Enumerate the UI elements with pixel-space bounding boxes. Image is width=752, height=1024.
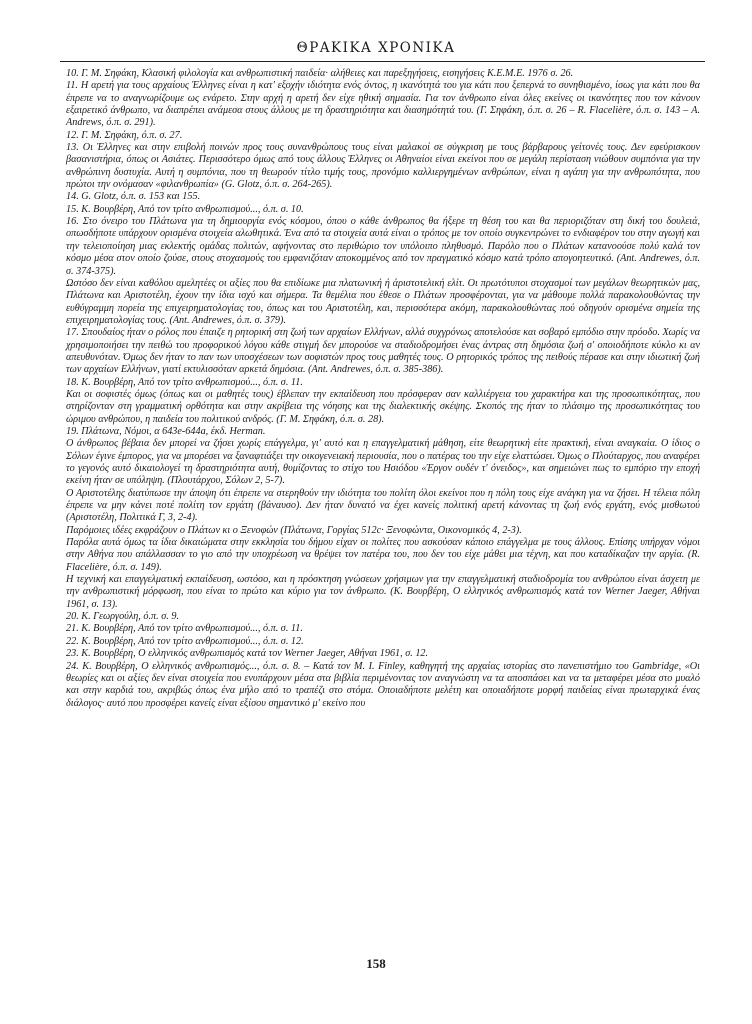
note: 13. Οι Έλληνες και στην επιβολή ποινών προς τους συνανθρώπους τους είναι μαλακοί σε σύγκριση με τους βάρβαρους γείτονές τους. Δεν εφεύρισκουν βασανιστήρια, όπως οι Ασιάτες. Περισσότερο όμως από τους άλλους Έλληνες οι Αθηναίοι είναι εκείνοι που σε μεγάλη περίσταση νιώθουν συμπόνια για την ανθρώπινη δυστυχία. Αυτή η συμπόνια, που τη θεωρούν τίτλο τιμής τους, προνόμιο καλλιεργημένων ανθρώπων, είναι η αγάπη για την ανθρωπότητα, που πρώτοι την ονόμασαν «φιλανθρωπία» (G. Glotz, ό.π. σ. 264-265).: [66, 142, 700, 191]
note: 15. Κ. Βουρβέρη, Από τον τρίτο ανθρωπισμού..., ό.π. σ. 10.: [66, 203, 304, 215]
note: 14. G. Glotz, ό.π. σ. 153 και 155.: [66, 191, 201, 203]
note: 23. Κ. Βουρβέρη, Ο ελληνικός ανθρωπισμός κατά τον Werner Jaeger, Αθήναι 1961, σ. 12.: [66, 648, 429, 660]
note: Παρόμοιες ιδέες εκφράζουν ο Πλάτων κι ο Ξενοφών (Πλάτωνα, Γοργίας 512c· Ξενοφώντα, Οικονομικός 4, 2-3).: [66, 524, 522, 536]
note: 10. Γ. Μ. Σηφάκη, Κλασική φιλολογία και ανθρωπιστική παιδεία· αλήθειες και παρεξηγήσεις, εισηγήσεις Κ.Ε.Μ.Ε. 1976 σ. 26.: [66, 68, 574, 79]
note: 22. Κ. Βουρβέρη, Από τον τρίτο ανθρωπισμού..., ό.π. σ. 12.: [66, 635, 304, 647]
note: Παρόλα αυτά όμως τα ίδια δικαιώματα στην εκκλησία του δήμου είχαν οι πολίτες που ασκούσαν κάποιο επάγγελμα με τους άλλους. Επίσης υπήρχαν νόμοι στην Αθήνα που απάλλασσαν το γιο από την υποχρέωση να θρέψει τον πατέρα του, που δεν του είχε μάθει μια τέχνη, και που καταδίκαζαν την αργία. (R. Flacelière, ό.π. σ. 149).: [66, 537, 700, 573]
note: 17. Σπουδαίος ήταν ο ρόλος που έπαιζε η ρητορική στη ζωή των αρχαίων Ελλήνων, αλλά συχγρόνως αποτελούσε και σοβαρό εμπόδιο στην πρόοδο. Χωρίς να χρησιμοποιήσει την πειθώ του προφορικού λόγου κάθε στιγμή δεν μπορούσε να σταδιοδρομήσει ένας άντρας στη δημόσια ζωή σ' οποιοδήποτε κύκλο κι αν απευθυνόταν. Όμως δεν ήταν το παν των υποσχέσεων των σοφιστών προς τους μαθητές τους. Ο ρητορικός τρόπος της πειθούς πέρασε και στην ιδιωτική ζωή των αρχαίων Ελλήνων, γιατί εκτυλισσόταν αρκετά δημόσια. (Ant. Andrewes, ό.π. σ. 385-386).: [66, 327, 700, 376]
note: 16. Στο όνειρο του Πλάτωνα για τη δημιουργία ενός κόσμου, όπου ο κάθε άνθρωπος θα ήξερε τη θέση του και θα περιοριζόταν στη δική του δουλειά, οπωσδήποτε υπάρχουν ορισμένα στοιχεία αλωθητικά. Ένα από τα στοιχεία αυτά είναι ο τρόπος με τον οποίο συγκεντρώνει το ενδιαφέρον του στην αγωγή και την τελειοποίηση μιας εκλεκτής ομάδας πολιτών, αφήνοντας στο περιθώριο τον υπόλοιπο πληθυσμό. Παρόλο που ο Πλάτων κατανοούσε πολύ καλά τον κόσμο μέσα στον οποίο ζούσε, στους στοχασμούς του εμφανιζόταν αποκομμένος από τον πραγματικό κόσμο κατά τρόπο απογοητευτικό. (Ant. Andrewes, ό.π. σ. 374-375).: [66, 216, 700, 277]
note: 11. Η αρετή για τους αρχαίους Έλληνες είναι η κατ' εξοχήν ιδιότητα ενός όντος, η ικανότητά του για κάτι που ξεπερνά το συνηθισμένο, ίσως για κάτι που θα έπρεπε να το αναγνωρίζουμε ως ενάρετο. Στην αρχή η αρετή δεν είχε ηθική σημασία. Για τον άνθρωπο είναι όλες εκείνες οι ικανότητες που τον κάνουν εξαιρετικό άνθρωπο, να διαπρέπει ανάμεσα στους άλλους με τη δραστηριότητα και διασημότητά του. (Γ. Σηφάκη, ό.π. σ. 26 – R. Flacelière, ό.π. σ. 143 – A. Andrews, ό.π. σ. 291).: [66, 80, 700, 129]
note: 18. Κ. Βουρβέρη, Από τον τρίτο ανθρωπισμού..., ό.π. σ. 11.: [66, 376, 303, 388]
header-rule: [60, 61, 705, 62]
note: 24. Κ. Βουρβέρη, Ο ελληνικός ανθρωπισμός..., ό.π. σ. 8. – Κατά τον M. I. Finley, καθηγητή της αρχαίας ιστορίας στο πανεπιστήμιο του Gambridge, «Οι θεωρίες και οι αξίες δεν είναι στοιχεία που ενυπάρχουν μέσα στα βιβλία περιμένοντας τον αναγνώστη να τα αποσπάσει και να τα μεταφέρει μέσα στο μυαλό και στην καρδιά του, ακριβώς όπως ένα μήλο από το τραπέζι στο στόμα. Οποιαδήποτε μελέτη και οποιαδήποτε μορφή παιδείας είναι πρωταρχικά ένας διάλογος· αυτό που προσφέρει κανείς είναι εξίσου σημαντικό μ' εκείνο που: [66, 660, 700, 709]
note: 20. Κ. Γεωργούλη, ό.π. σ. 9.: [66, 611, 180, 623]
page-number: 158: [366, 956, 386, 971]
note: Και οι σοφιστές όμως (όπως και οι μαθητές τους) έβλεπαν την εκπαίδευση που πρόσφεραν σαν καλλιέργεια του χαρακτήρα και της προσωπικότητας, που στηρίζονταν στη γραμματική ορθότητα και στην ακρίβεια της νόησης και της διαλεκτικής σκέψης. Σκοπός της ήταν το πλάσιμο της προσωπικότητας του ώριμου ανθρώπου, η παιδεία του πολιτικού ανδρός. (Γ. Μ. Σηφάκη, ό.π. σ. 28).: [66, 388, 700, 425]
note: 21. Κ. Βουρβέρη, Από τον τρίτο ανθρωπισμού..., ό.π. σ. 11.: [66, 623, 303, 635]
note: Ο άνθρωπος βέβαια δεν μπορεί να ζήσει χωρίς επάγγελμα, γι' αυτό και η επαγγελματική μάθηση, είτε θεωρητική είτε πρακτική, είναι αναγκαία. Ο ίδιος ο Σόλων έγινε έμπορος, για να μπορέσει να ξαναφτιάξει την οικογενειακή περιουσία, που ο πατέρας του την είχε ελαττώσει. Όμως ο Πλούταρχος, που αναφέρει το γεγονός αυτό δικαιολογεί τη δραστηριότητα αυτή, θυμίζοντας το στίχο του Ησιόδου «Έργον ουδέν τ' όνειδος», και σημειώνει πως το εμπόριο την εποχή εκείνη ήταν σε υπόληψη. (Πλουτάρχου, Σόλων 2, 5-7).: [66, 438, 700, 487]
note: 12. Γ. Μ. Σηφάκη, ό.π. σ. 27.: [66, 129, 183, 141]
note: Ο Αριστοτέλης διατύπωσε την άποψη ότι έπρεπε να στερηθούν την ιδιότητα του πολίτη όλοι εκείνοι που η πόλη τους είχε ανάγκη για να ζήσει. Η τέλεια πόλη έπρεπε να μην κάνει ποτέ πολίτη τον εργάτη (βάναυσο). Δεν ήταν δυνατό να έχει κανείς πολιτική αρετή κάνοντας τη ζωή ενός εργάτη, ενός μισθωτού (Αριστοτέλη, Πολιτικά Γ, 3, 2-4).: [66, 487, 700, 524]
running-header: ΘΡΑΚΙΚΑ ΧΡΟΝΙΚΑ: [296, 40, 456, 56]
note: Ωστόσο δεν είναι καθόλου αμελητέες οι αξίες που θα επιδίωκε μια πλατωνική ή άριστοτελική ελίτ. Οι πρωτότυποι στοχασμοί των μεγάλων θεωρητικών μας, Πλάτωνα και Αριστοτέλη, έχουν την ίδια ισχύ και σήμερα. Τα θεμέλια που έθεσε ο Πλάτων προσφέρονται, για να μάθουμε πολλά παρακολουθώντας την ευθύγραμμη πορεία της επιχειρηματολογίας του, όπως και του Αριστοτέλη, και, περισσότερα ακόμη, παρακολουθώντας πού οδηγούν ορισμένα σημεία της επιχειρηματολογίας τους. (Ant. Andrewes, ό.π. σ. 379).: [66, 277, 700, 326]
note: 19. Πλάτωνα, Νόμοι, α 643e-644a, έκδ. Herman.: [66, 425, 266, 437]
footnotes: [66, 68, 700, 710]
note: Η τεχνική και επαγγελματική εκπαίδευση, ωστόσο, και η πρόσκτηση γνώσεων χρήσιμων για την επαγγελματική σταδιοδρομία του ανθρώπου είναι άσχετη με την ανθρωπιστική μόρφωση, που είναι το πρώτο και κύριο για τον άνθρωπο. (Κ. Βουρβέρη, Ο ελληνικός ανθρωπισμός κατά τον Werner Jaeger, Αθήναι 1961, σ. 13).: [66, 574, 700, 610]
